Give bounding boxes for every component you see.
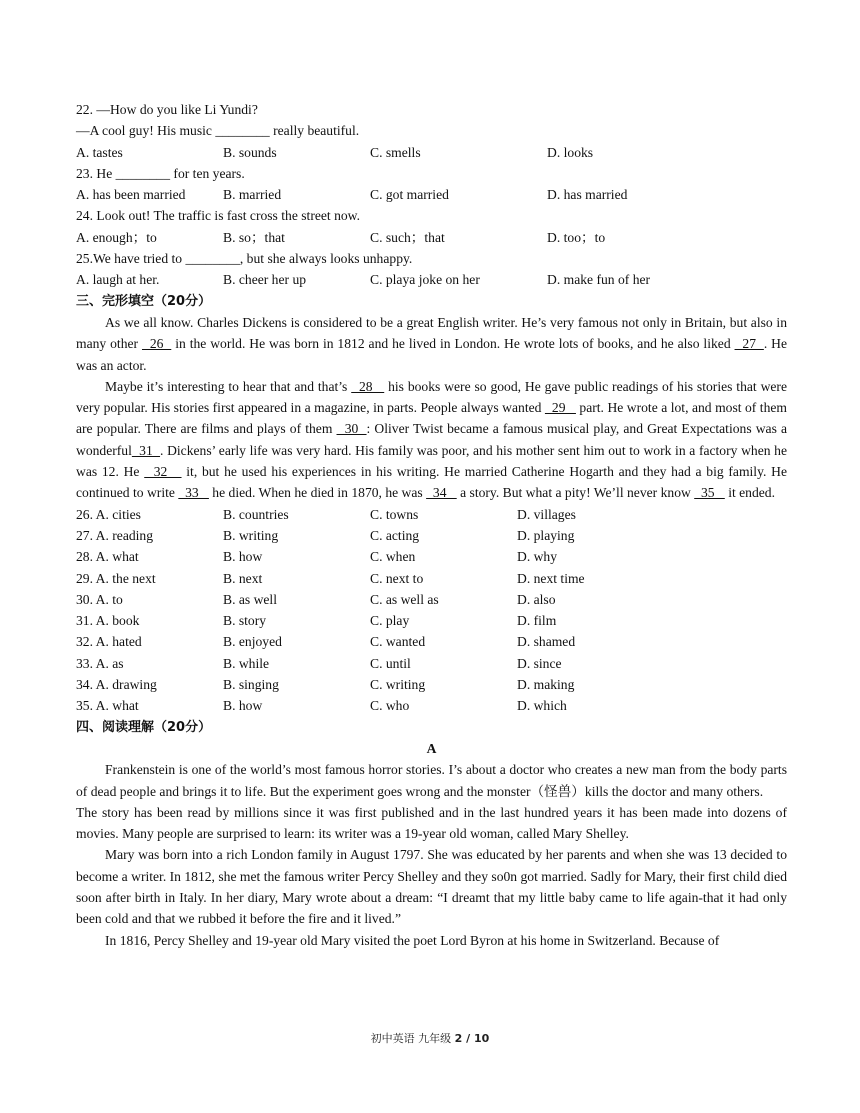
option-c: C. acting [370, 527, 420, 543]
footer-label: 初中英语 九年级 [370, 1032, 455, 1045]
q25-stem: 25.We have tried to ________, but she always looks unhappy. [76, 251, 413, 267]
q25-option-b: B. cheer her up [223, 272, 307, 288]
blank-26: 26 [141, 336, 172, 352]
section-3-heading: 三、完形填空（20分） [76, 293, 212, 309]
option-a: 34. A. drawing [76, 677, 157, 693]
cloze-options-33 [76, 653, 787, 674]
q23-option-a: A. has been married [76, 187, 186, 203]
q22-option-a: A. tastes [76, 144, 123, 160]
option-d: D. also [517, 591, 556, 607]
option-a: 28. A. what [76, 549, 139, 565]
option-b: B. story [223, 613, 267, 629]
cloze-options-27 [76, 525, 787, 546]
option-a: 26. A. cities [76, 506, 141, 522]
blank-32: 32 [144, 464, 182, 480]
option-b: B. countries [223, 506, 289, 522]
cloze-text: As we all know. Charles Dickens is considered to be a great English writer. He’s very famous not only in Britain, but also in many other [76, 314, 787, 352]
q23-options [76, 184, 787, 205]
cloze-paragraph-1 [76, 312, 787, 376]
q22-option-b: B. sounds [223, 144, 277, 160]
option-d: D. film [517, 613, 557, 629]
option-c: C. writing [370, 677, 426, 693]
cloze-text: . Dickens’ early life was very hard. His family was poor, and his mother sent him out to work in a factory when he was 12. He [76, 442, 787, 480]
q23-option-c: C. got married [370, 187, 449, 203]
q22-options [76, 142, 787, 163]
blank-27: 27 [734, 336, 764, 352]
cloze-text: it, but he used his experiences in his writing. He married Catherine Hogarth and they had a big family. He continued to write [76, 464, 787, 501]
cloze-options-32 [76, 631, 787, 652]
option-a: 30. A. to [76, 591, 123, 607]
option-c: C. who [370, 698, 410, 714]
reading-paragraph-4: In 1816, Percy Shelley and 19-year old Mary visited the poet Lord Byron at his home in Switzerland. Because of [105, 932, 720, 948]
q24-option-d: D. too；to [547, 229, 606, 245]
cloze-options-35 [76, 695, 787, 716]
cloze-options-30 [76, 589, 787, 610]
page-footer [0, 1030, 860, 1046]
q24-option-b: B. so；that [223, 229, 285, 245]
q23-option-d: D. has married [547, 187, 628, 203]
option-b: B. next [223, 570, 263, 586]
cloze-options-26 [76, 504, 787, 525]
cloze-text: part. He wrote a lot, and most of them are popular. There are films and plays of them [76, 400, 787, 437]
q25-option-a: A. laugh at her. [76, 272, 160, 288]
cloze-options-34 [76, 674, 787, 695]
cloze-text: a story. But what a pity! We’ll never know [456, 485, 695, 501]
option-d: D. which [517, 698, 567, 714]
section-4-heading: 四、阅读理解（20分） [76, 719, 212, 735]
q24-options [76, 227, 787, 248]
q24-stem: 24. Look out! The traffic is fast cross the street now. [76, 208, 361, 224]
cloze-text: Maybe it’s interesting to hear that and that’s [105, 378, 352, 394]
option-a: 27. A. reading [76, 527, 154, 543]
passage-label: A [426, 740, 437, 756]
option-d: D. next time [517, 570, 585, 586]
reading-paragraph-3: Mary was born into a rich London family in August 1797. She was educated by her parents and when she was 13 decided to become a writer. In 1812, she met the famous writer Percy Shelley and they so0n got married. Sadly for Mary, their first child died soon after birth in Italy. In her diary, Mary wrote about a dream: “I dreamt that my little baby came to life again-that it had only been cold and that we rubbed it before the fire and it lived.” [76, 847, 787, 927]
cloze-paragraph-2 [76, 376, 787, 504]
option-d: D. since [517, 655, 562, 671]
option-c: C. as well as [370, 591, 439, 607]
exam-page [76, 99, 787, 951]
blank-29: 29 [544, 400, 576, 416]
option-b: B. enjoyed [223, 634, 282, 650]
option-d: D. playing [517, 527, 575, 543]
option-a: 29. A. the next [76, 570, 156, 586]
cloze-text: : Oliver Twist became a famous musical play, and Great Expectations was a wonderful [76, 421, 788, 458]
cloze-text: in the world. He was born in 1812 and he lived in London. He wrote lots of books, and he also liked [171, 336, 735, 352]
cloze-text: it ended. [724, 485, 776, 501]
option-d: D. why [517, 549, 558, 565]
option-a: 35. A. what [76, 698, 139, 714]
option-c: C. until [370, 655, 411, 671]
option-b: B. writing [223, 527, 279, 543]
cloze-text: his books were so good, He gave public readings of his stories that were very popular. His stories first appeared in a magazine, in parts. People always wanted [76, 378, 787, 416]
option-c: C. next to [370, 570, 424, 586]
option-d: D. shamed [517, 634, 576, 650]
cloze-options-31 [76, 610, 787, 631]
q24-option-a: A. enough；to [76, 229, 157, 245]
option-b: B. how [223, 698, 263, 714]
cloze-options-29 [76, 568, 787, 589]
q25-option-d: D. make fun of her [547, 272, 651, 288]
option-a: 31. A. book [76, 613, 140, 629]
blank-33: 33 [178, 485, 209, 501]
reading-paragraph-2: The story has been read by millions since it was first published and in the last hundred years it has been made into dozens of movies. Many people are surprised to learn: its writer was a 19-year old woman, called Mary Shelley. [76, 804, 787, 842]
option-a: 33. A. as [76, 655, 124, 671]
option-b: B. how [223, 549, 263, 565]
option-b: B. as well [223, 591, 277, 607]
q24-option-c: C. such；that [370, 229, 445, 245]
q25-options [76, 269, 787, 290]
q22-answer-line: —A cool guy! His music ________ really beautiful. [76, 123, 360, 139]
option-d: D. making [517, 677, 575, 693]
option-c: C. play [370, 613, 410, 629]
cloze-options-28 [76, 546, 787, 567]
q25-option-c: C. playa joke on her [370, 272, 480, 288]
option-c: C. when [370, 549, 416, 565]
option-b: B. singing [223, 677, 279, 693]
blank-28: 28 [351, 378, 385, 394]
blank-34: 34 [426, 485, 457, 501]
option-c: C. wanted [370, 634, 426, 650]
blank-31: 31 [131, 442, 161, 458]
option-c: C. towns [370, 506, 419, 522]
q22-stem: 22. —How do you like Li Yundi? [76, 102, 258, 117]
option-a: 32. A. hated [76, 634, 142, 650]
cloze-text: . He was an actor. [76, 336, 788, 373]
q23-stem: 23. He ________ for ten years. [76, 165, 245, 181]
option-b: B. while [223, 655, 270, 671]
q23-option-b: B. married [223, 187, 282, 203]
option-d: D. villages [517, 506, 576, 522]
reading-paragraph-1: Frankenstein is one of the world’s most famous horror stories. I’s about a doctor who creates a new man from the body parts of dead people and brings it to life. But the experiment goes wrong and the monster（怪兽）kills the doctor and many others. [76, 762, 787, 799]
blank-30: 30 [336, 421, 367, 437]
blank-35: 35 [694, 485, 725, 501]
page-number: 2 / 10 [454, 1032, 490, 1045]
q22-option-c: C. smells [370, 144, 421, 160]
cloze-text: he died. When he died in 1870, he was [208, 485, 427, 501]
q22-option-d: D. looks [547, 144, 594, 160]
